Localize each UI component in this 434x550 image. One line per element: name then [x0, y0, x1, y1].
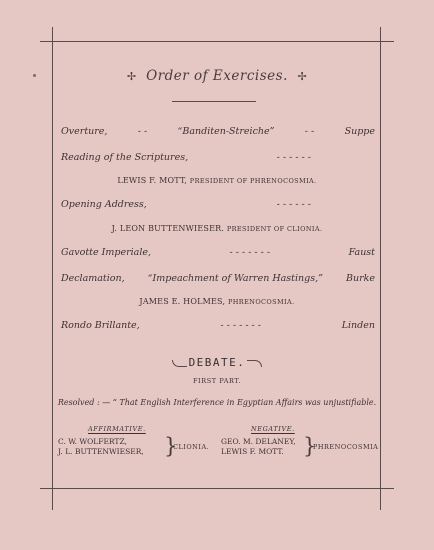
negative-society: PHRENOCOSMIA — [313, 443, 379, 451]
program-item-overture — [61, 126, 375, 137]
performer-role: PRESIDENT OF CLIONIA. — [226, 225, 323, 233]
title-divider — [172, 101, 256, 102]
program-item-label: Overture, — [61, 126, 108, 137]
program-item-dashes: - - - - - - — [276, 152, 311, 163]
debate-resolution — [0, 398, 434, 407]
program-performer-line — [0, 224, 434, 233]
debater-name: C. W. WOLFERTZ, — [58, 437, 127, 446]
program-item-title: “Impeachment of Warren Hastings,” — [147, 273, 323, 284]
program-item-label: Rondo Brillante, — [61, 320, 140, 331]
flourish-right-icon — [247, 360, 262, 367]
bottom-border-line — [40, 488, 394, 489]
program-item-composer: Faust — [348, 247, 375, 258]
resolution-text: “ That English Interference in Egyptian Affairs was unjustifiable. — [112, 398, 377, 407]
program-item-dashes: - - - - - - - — [229, 247, 271, 258]
performer-name: J. LEON BUTTENWIESER. — [111, 224, 225, 233]
program-item-label: Gavotte Imperiale, — [61, 247, 152, 258]
program-item-dashes: - - — [137, 126, 148, 137]
affirmative-heading: AFFIRMATIVE. — [88, 425, 146, 433]
debater-name: LEWIS F. MOTT. — [221, 447, 284, 456]
program-item-label: Reading of the Scriptures, — [61, 152, 189, 163]
debate-heading — [0, 356, 434, 369]
program-item-opening-address — [61, 199, 311, 210]
flourish-left-icon — [172, 360, 187, 367]
performer-name: LEWIS F. MOTT, — [117, 176, 188, 185]
negative-names — [221, 437, 296, 457]
program-item-scripture-reading — [61, 152, 311, 163]
title-text: Order of Exercises. — [146, 68, 288, 84]
debate-heading-text: DEBATE. — [188, 356, 246, 369]
performer-name: JAMES E. HOLMES, — [139, 297, 226, 306]
performer-role: PRESIDENT OF PHRENOCOSMIA. — [189, 177, 317, 185]
page-title — [0, 68, 434, 84]
title-ornament-right-icon: ✢ — [297, 70, 308, 83]
left-border-line — [52, 27, 53, 510]
program-item-dashes: - - — [304, 126, 315, 137]
program-item-dashes: - - - - - - — [276, 199, 311, 210]
brace-icon: } — [164, 434, 178, 458]
program-performer-line — [0, 297, 434, 306]
program-item-title: “Banditen-Streiche” — [177, 126, 275, 137]
debater-name: J. L. BUTTENWIESER, — [58, 447, 144, 456]
debate-part: FIRST PART. — [192, 377, 242, 385]
program-item-author: Burke — [345, 273, 375, 284]
right-border-line — [380, 27, 381, 510]
resolution-label: Resolved : — — [57, 398, 111, 407]
affirmative-society: CLIONIA. — [173, 443, 210, 451]
program-item-dashes: - - - - - - - — [220, 320, 261, 331]
negative-heading: NEGATIVE. — [251, 425, 295, 433]
title-ornament-left-icon: ✢ — [126, 70, 137, 83]
top-border-line — [40, 41, 394, 42]
program-item-composer: Suppe — [344, 126, 375, 137]
affirmative-names — [58, 437, 144, 457]
program-item-composer: Linden — [341, 320, 375, 331]
program-item-label: Declamation, — [61, 273, 125, 284]
performer-role: PHRENOCOSMIA. — [227, 298, 295, 306]
debater-name: GEO. M. DELANEY, — [221, 437, 296, 446]
program-item-label: Opening Address, — [61, 199, 147, 210]
brace-icon: } — [303, 434, 317, 458]
program-item-gavotte — [61, 247, 375, 258]
program-item-rondo — [61, 320, 375, 331]
program-item-declamation — [61, 273, 375, 284]
program-performer-line — [0, 176, 434, 185]
